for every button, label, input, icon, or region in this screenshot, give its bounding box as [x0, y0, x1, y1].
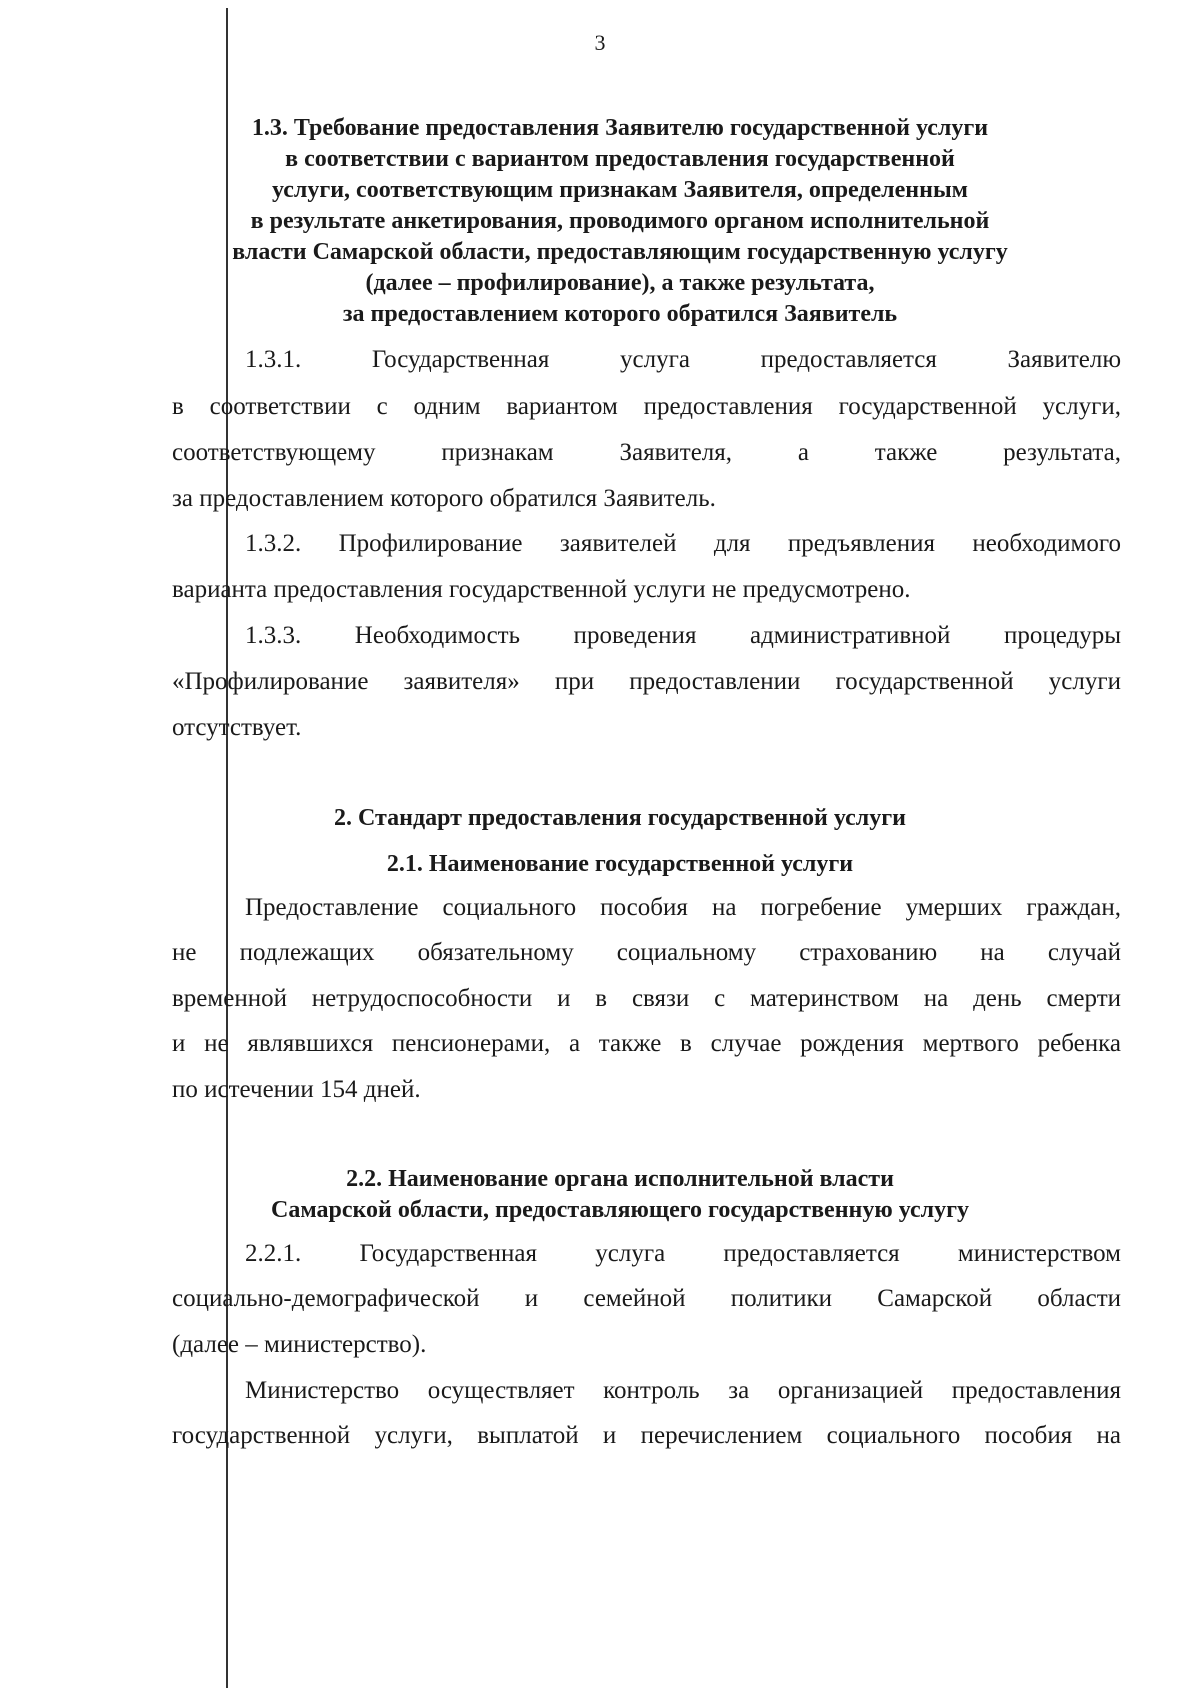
paragraph-2-1-line-5: по истечении 154 дней.	[172, 1076, 421, 1103]
section-2-2-heading-line-1: 2.2. Наименование органа исполнительной власти	[346, 1166, 894, 1192]
section-2-2-heading-line-2: Самарской области, предоставляющего государственную услугу	[271, 1197, 969, 1223]
section-1-3-heading-line-4: в результате анкетирования, проводимого органом исполнительной	[250, 208, 990, 234]
section-1-3-heading-line-5: власти Самарской области, предоставляющим государственную услугу	[232, 239, 1008, 265]
section-2-heading: 2. Стандарт предоставления государственной услуги	[334, 805, 906, 831]
page-number: 3	[594, 30, 606, 55]
paragraph-2-2-1-line-1: 2.2.1. Государственная услуга предоставляется министерством	[245, 1240, 1121, 1267]
paragraph-1-3-1-line-4: за предоставлением которого обратился Заявитель.	[172, 485, 716, 512]
paragraph-1-3-3-line-1: 1.3.3. Необходимость проведения административной процедуры	[245, 622, 1121, 649]
paragraph-2-2-1-line-2: социально-демографической и семейной политики Самарской области	[172, 1285, 1121, 1312]
section-1-3-heading-line-6: (далее – профилирование), а также результата,	[365, 270, 875, 296]
section-1-3-heading-line-7: за предоставлением которого обратился Заявитель	[342, 301, 898, 327]
paragraph-2-1-line-2: не подлежащих обязательному социальному страхованию на случай	[172, 939, 1121, 966]
paragraph-2-1-line-4: и не являвшихся пенсионерами, а также в случае рождения мертвого ребенка	[172, 1030, 1121, 1057]
section-2-1-heading: 2.1. Наименование государственной услуги	[386, 851, 854, 877]
paragraph-1-3-1-line-1: 1.3.1. Государственная услуга предоставляется Заявителю	[245, 346, 1121, 373]
paragraph-2-2-1-line-3: (далее – министерство).	[172, 1331, 427, 1358]
paragraph-2-2-2-line-2: государственной услуги, выплатой и перечислением социального пособия на	[172, 1422, 1121, 1449]
paragraph-1-3-2-line-2: варианта предоставления государственной услуги не предусмотрено.	[172, 576, 911, 603]
paragraph-1-3-3-line-3: отсутствует.	[172, 714, 302, 741]
paragraph-2-1-line-1: Предоставление социального пособия на погребение умерших граждан,	[245, 894, 1121, 921]
section-1-3-heading-line-3: услуги, соответствующим признакам Заявителя, определенным	[271, 177, 969, 203]
paragraph-2-1-line-3: временной нетрудоспособности и в связи с материнством на день смерти	[172, 985, 1121, 1012]
paragraph-2-2-2-line-1: Министерство осуществляет контроль за организацией предоставления	[245, 1377, 1121, 1404]
paragraph-1-3-3-line-2: «Профилирование заявителя» при предоставлении государственной услуги	[172, 668, 1121, 695]
paragraph-1-3-1-line-3: соответствующему признакам Заявителя, а также результата,	[172, 439, 1121, 466]
section-1-3-heading-line-2: в соответствии с вариантом предоставления государственной	[285, 146, 955, 172]
paragraph-1-3-1-line-2: в соответствии с одним вариантом предоставления государственной услуги,	[172, 393, 1121, 420]
section-1-3-heading-line-1: 1.3. Требование предоставления Заявителю государственной услуги	[251, 115, 989, 141]
paragraph-1-3-2-line-1: 1.3.2. Профилирование заявителей для предъявления необходимого	[245, 530, 1121, 557]
